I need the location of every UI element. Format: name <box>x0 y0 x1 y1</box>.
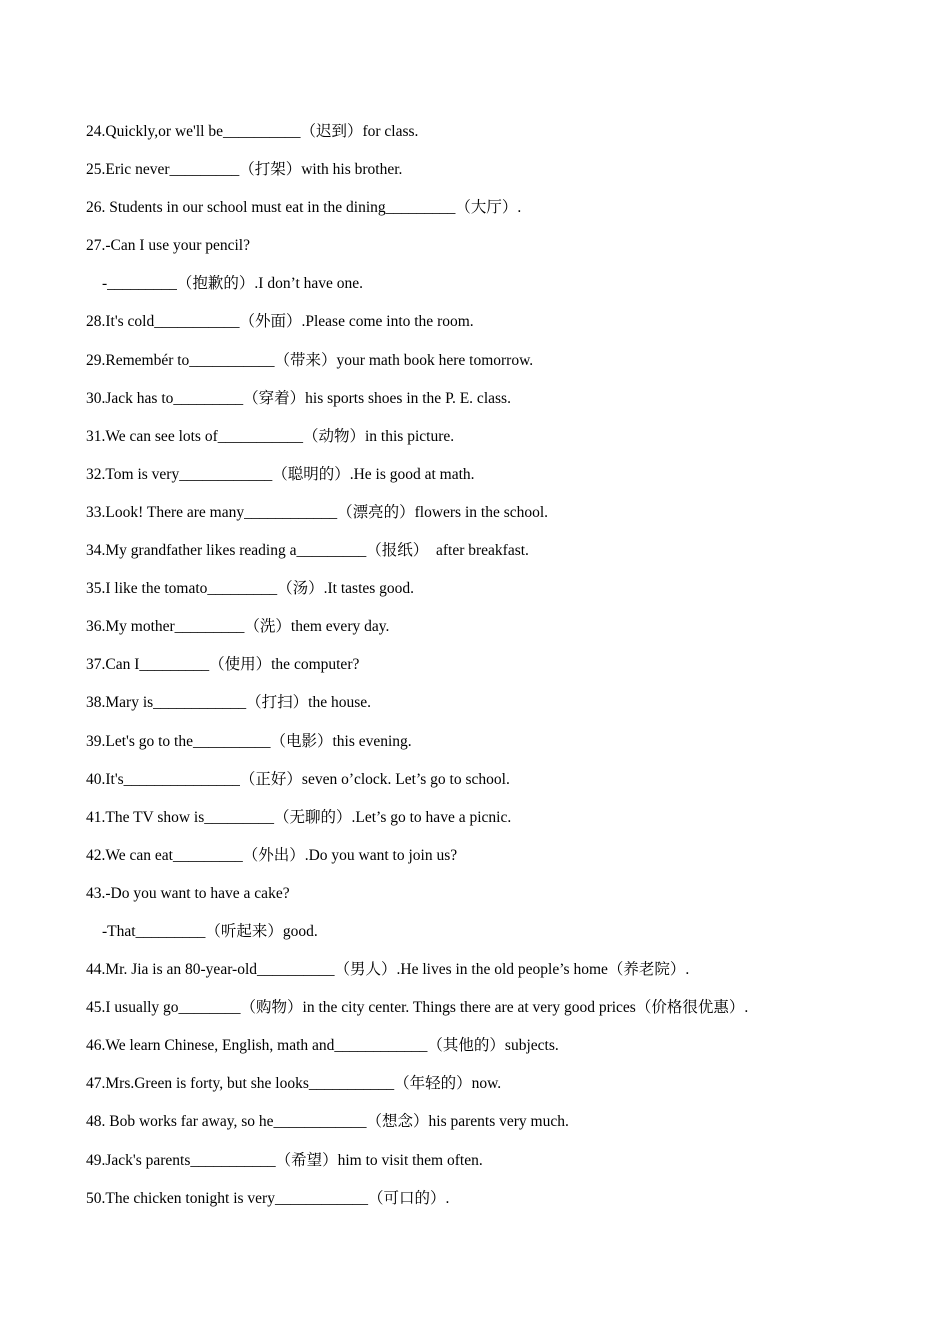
exercise-line: 50.The chicken tonight is very____________（可口的）. <box>86 1189 450 1207</box>
exercise-line: 26. Students in our school must eat in the dining_________（大厅）. <box>86 199 522 217</box>
exercise-line: 44.Mr. Jia is an 80-year-old__________（男人）.He lives in the old people’s home（养老院）. <box>86 961 690 979</box>
exercise-line: 48. Bob works far away, so he____________（想念）his parents very much. <box>86 1113 569 1131</box>
exercise-list <box>86 122 916 1227</box>
exercise-line: 29.Remembér to___________（带来）your math book here tomorrow. <box>86 351 534 369</box>
exercise-line: 38.Mary is____________（打扫）the house. <box>86 694 372 712</box>
exercise-line: 46.We learn Chinese, English, math and____________（其他的）subjects. <box>86 1037 559 1055</box>
exercise-line: 25.Eric never_________（打架）with his brother. <box>86 161 403 179</box>
exercise-line: 30.Jack has to_________（穿着）his sports shoes in the P. E. class. <box>86 389 511 407</box>
exercise-line: 43.-Do you want to have a cake? <box>86 884 290 902</box>
exercise-line: 34.My grandfather likes reading a_________（报纸） after breakfast. <box>86 542 529 560</box>
exercise-line: 33.Look! There are many____________（漂亮的）flowers in the school. <box>86 503 549 521</box>
exercise-line: 24.Quickly,or we'll be__________（迟到）for class. <box>86 123 419 140</box>
exercise-line: 47.Mrs.Green is forty, but she looks___________（年轻的）now. <box>86 1075 502 1093</box>
exercise-line: 36.My mother_________（洗）them every day. <box>86 618 390 636</box>
exercise-line: 45.I usually go________（购物）in the city center. Things there are at very good prices（价格很优惠）. <box>86 999 749 1017</box>
exercise-line: 40.It's_______________（正好）seven o’clock. Let’s go to school. <box>86 770 510 788</box>
exercise-line: 28.It's cold___________（外面）.Please come into the room. <box>86 313 474 331</box>
exercise-line: 39.Let's go to the__________（电影）this evening. <box>86 732 412 750</box>
exercise-line: 41.The TV show is_________（无聊的）.Let’s go to have a picnic. <box>86 808 512 826</box>
exercise-line: 35.I like the tomato_________（汤）.It tastes good. <box>86 580 415 598</box>
exercise-line: -That_________（听起来）good. <box>102 922 318 940</box>
exercise-line: 37.Can I_________（使用）the computer? <box>86 656 360 674</box>
exercise-line: 31.We can see lots of___________（动物）in this picture. <box>86 427 455 445</box>
exercise-line: -_________（抱歉的）.I don’t have one. <box>102 275 364 293</box>
exercise-line: 42.We can eat_________（外出）.Do you want to join us? <box>86 846 458 864</box>
exercise-line: 32.Tom is very____________（聪明的）.He is good at math. <box>86 465 475 483</box>
exercise-line: 27.-Can I use your pencil? <box>86 237 250 255</box>
exercise-line: 49.Jack's parents___________（希望）him to visit them often. <box>86 1151 483 1169</box>
